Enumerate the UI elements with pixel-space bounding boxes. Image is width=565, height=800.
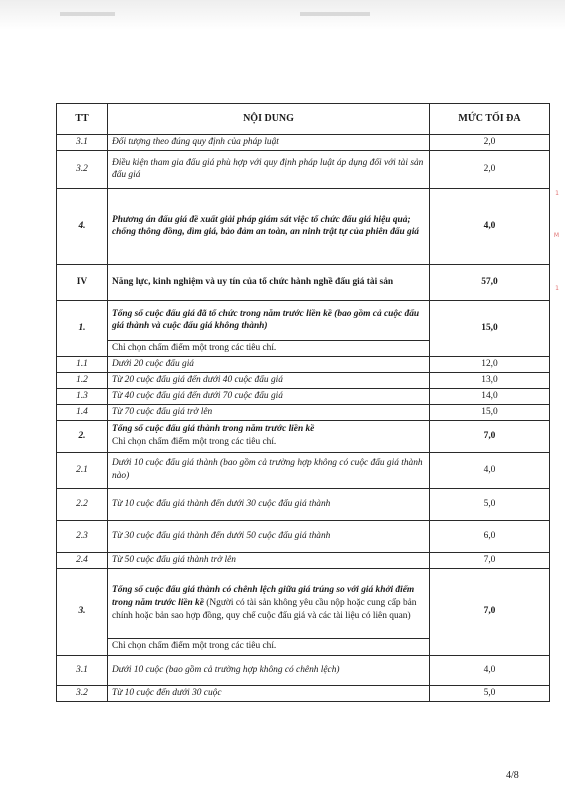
table-row bbox=[57, 388, 550, 404]
row-content-extra: (Người có tài sản không yêu cầu nộp hoặc cung cấp bản chính hoặc bản sao hợp đồng, quy chế cuộc đấu giá và các tài liệu có liên quan) bbox=[112, 597, 417, 621]
row-content: Năng lực, kinh nghiệm và uy tín của tổ chức hành nghề đấu giá tài sản bbox=[108, 264, 430, 300]
row-number: 3.2 bbox=[57, 150, 108, 188]
row-content: Từ 30 cuộc đấu giá thành đến dưới 50 cuộc đấu giá thành bbox=[108, 520, 430, 552]
row-number: 2. bbox=[57, 420, 108, 452]
row-max: 5,0 bbox=[430, 685, 550, 701]
row-max: 14,0 bbox=[430, 388, 550, 404]
row-content-cell bbox=[108, 568, 430, 638]
scoring-table bbox=[56, 103, 550, 702]
table-row bbox=[57, 372, 550, 388]
row-number: 4. bbox=[57, 188, 108, 264]
row-number: 3.1 bbox=[57, 135, 108, 151]
table-row bbox=[57, 488, 550, 520]
table-row bbox=[57, 404, 550, 420]
row-note: Chỉ chọn chấm điểm một trong các tiêu chí. bbox=[112, 437, 277, 448]
row-number: 2.3 bbox=[57, 520, 108, 552]
header-max: MỨC TỐI ĐA bbox=[430, 104, 550, 135]
row-content: Phương án đấu giá đề xuất giải pháp giám sát việc tổ chức đấu giá hiệu quả; chống thông đồng, dìm giá, bảo đảm an toàn, an ninh trật tự của phiên đấu giá bbox=[108, 188, 430, 264]
table-row bbox=[57, 520, 550, 552]
margin-mark: 1 bbox=[555, 190, 559, 197]
table-row bbox=[57, 568, 550, 638]
row-note: Chỉ chọn chấm điểm một trong các tiêu chí. bbox=[108, 638, 430, 655]
row-max: 7,0 bbox=[430, 420, 550, 452]
row-max: 5,0 bbox=[430, 488, 550, 520]
row-content: Đối tượng theo đúng quy định của pháp luật bbox=[108, 135, 430, 151]
header-tt: TT bbox=[57, 104, 108, 135]
row-number: 1.4 bbox=[57, 404, 108, 420]
table-row bbox=[57, 655, 550, 685]
header-content: NỘI DUNG bbox=[108, 104, 430, 135]
scan-artifact bbox=[300, 12, 370, 16]
row-content: Điều kiện tham gia đấu giá phù hợp với quy định pháp luật áp dụng đối với tài sản đấu giá bbox=[108, 150, 430, 188]
row-number: 3.2 bbox=[57, 685, 108, 701]
row-number: 2.1 bbox=[57, 452, 108, 488]
row-max: 4,0 bbox=[430, 452, 550, 488]
row-content: Từ 10 cuộc đến dưới 30 cuộc bbox=[108, 685, 430, 701]
table-row bbox=[57, 452, 550, 488]
row-max: 13,0 bbox=[430, 372, 550, 388]
row-max: 7,0 bbox=[430, 568, 550, 655]
table-row bbox=[57, 685, 550, 701]
row-number: 1.2 bbox=[57, 372, 108, 388]
row-content: Từ 50 cuộc đấu giá thành trở lên bbox=[108, 552, 430, 568]
row-note: Chỉ chọn chấm điểm một trong các tiêu chí. bbox=[108, 340, 430, 356]
scan-artifact bbox=[60, 12, 115, 16]
row-number: 3. bbox=[57, 568, 108, 655]
row-max: 2,0 bbox=[430, 150, 550, 188]
row-number: IV bbox=[57, 264, 108, 300]
table-row bbox=[57, 420, 550, 452]
row-content-cell bbox=[108, 420, 430, 452]
row-max: 57,0 bbox=[430, 264, 550, 300]
row-content: Dưới 10 cuộc (bao gồm cả trường hợp không có chênh lệch) bbox=[108, 655, 430, 685]
table-row bbox=[57, 188, 550, 264]
table-row bbox=[57, 356, 550, 372]
row-content: Tổng số cuộc đấu giá thành trong năm trước liền kề bbox=[112, 424, 315, 435]
margin-mark: 1 bbox=[555, 285, 559, 292]
table-row bbox=[57, 300, 550, 340]
row-content: Dưới 10 cuộc đấu giá thành (bao gồm cả trường hợp không có cuộc đấu giá thành nào) bbox=[108, 452, 430, 488]
row-number: 3.1 bbox=[57, 655, 108, 685]
table-row bbox=[57, 552, 550, 568]
row-content: Từ 40 cuộc đấu giá đến dưới 70 cuộc đấu giá bbox=[108, 388, 430, 404]
row-content: Từ 70 cuộc đấu giá trở lên bbox=[108, 404, 430, 420]
row-content: Tổng số cuộc đấu giá thành có chênh lệch giữa giá trúng so với giá khởi điểm trong năm trước liền kề bbox=[112, 584, 415, 608]
row-content: Từ 20 cuộc đấu giá đến dưới 40 cuộc đấu giá bbox=[108, 372, 430, 388]
row-content: Từ 10 cuộc đấu giá thành đến dưới 30 cuộc đấu giá thành bbox=[108, 488, 430, 520]
row-number: 2.2 bbox=[57, 488, 108, 520]
page-number: 4/8 bbox=[506, 770, 519, 781]
table-row bbox=[57, 135, 550, 151]
table-header-row bbox=[57, 104, 550, 135]
row-number: 2.4 bbox=[57, 552, 108, 568]
table-row bbox=[57, 150, 550, 188]
row-max: 15,0 bbox=[430, 404, 550, 420]
table-row bbox=[57, 264, 550, 300]
row-number: 1.3 bbox=[57, 388, 108, 404]
row-content: Dưới 20 cuộc đấu giá bbox=[108, 356, 430, 372]
row-max: 6,0 bbox=[430, 520, 550, 552]
row-max: 2,0 bbox=[430, 135, 550, 151]
row-max: 4,0 bbox=[430, 655, 550, 685]
row-max: 12,0 bbox=[430, 356, 550, 372]
row-content: Tổng số cuộc đấu giá đã tổ chức trong năm trước liền kề (bao gồm cả cuộc đấu giá thành và cuộc đấu giá không thành) bbox=[108, 300, 430, 340]
margin-mark: M bbox=[553, 232, 559, 239]
row-number: 1.1 bbox=[57, 356, 108, 372]
row-max: 7,0 bbox=[430, 552, 550, 568]
row-number: 1. bbox=[57, 300, 108, 356]
row-max: 4,0 bbox=[430, 188, 550, 264]
row-max: 15,0 bbox=[430, 300, 550, 356]
